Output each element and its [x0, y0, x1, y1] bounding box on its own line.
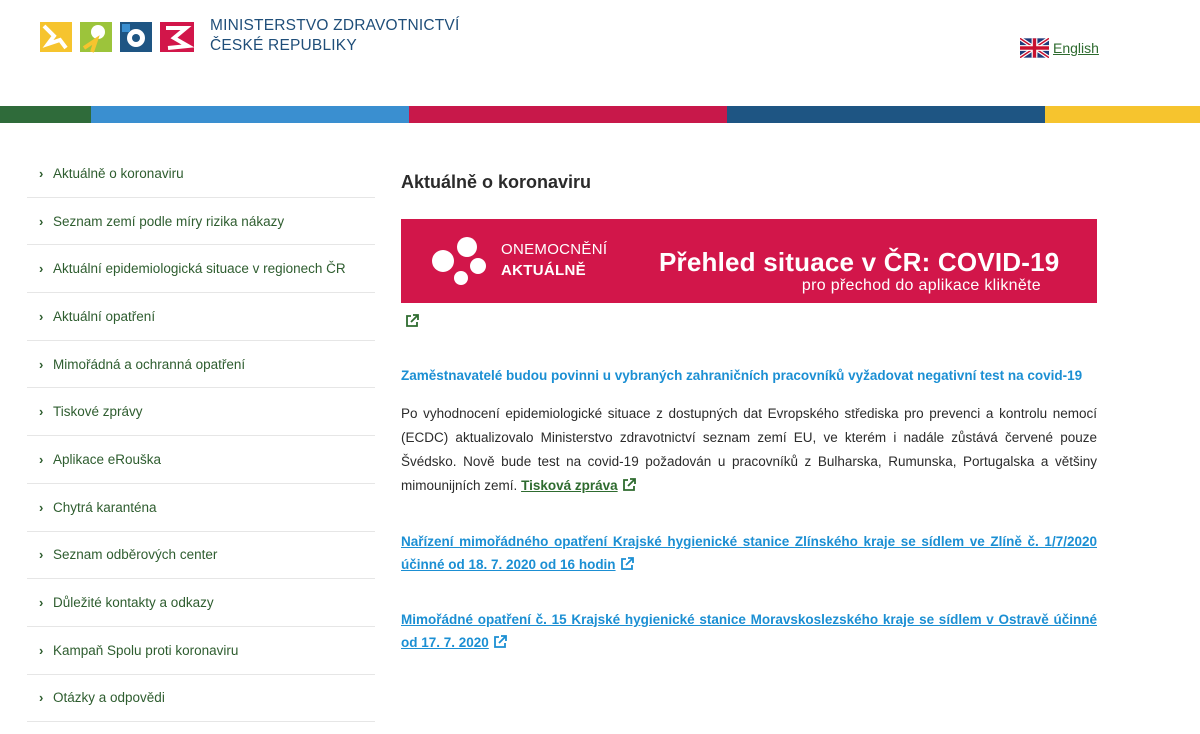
ostrava-measure-link-text: Mimořádné opatření č. 15 Krajské hygienické stanice Moravskoslezského kraje se sídlem v Ostravě účinné od 17. 7. 2020	[401, 612, 1097, 650]
sidebar-item-epidemiologicka-situace[interactable]	[27, 245, 375, 293]
sidebar-item-erouska[interactable]	[27, 436, 375, 484]
banner-label-line2: AKTUÁLNĚ	[501, 262, 586, 279]
language-switcher[interactable]	[1020, 38, 1099, 58]
external-link-icon	[620, 557, 634, 571]
sidebar-item-label: Kampaň Spolu proti koronaviru	[53, 642, 239, 658]
sidebar-item-label: Důležité kontakty a odkazy	[53, 595, 214, 611]
sidebar-nav	[27, 150, 375, 722]
chevron-right-icon: ›	[39, 690, 44, 706]
external-link-icon[interactable]	[622, 478, 636, 492]
sidebar-item-mimoradna-opatreni[interactable]	[27, 341, 375, 389]
sidebar-item-tiskove-zpravy[interactable]	[27, 388, 375, 436]
english-link[interactable]: English	[1053, 40, 1099, 56]
main-content	[401, 150, 1097, 650]
chevron-right-icon: ›	[39, 499, 44, 515]
chevron-right-icon: ›	[39, 213, 44, 229]
zlin-measure-link-text: Nařízení mimořádného opatření Krajské hygienické stanice Zlínského kraje se sídlem ve Zlíně č. 1/7/2020 účinné od 18. 7. 2020 od 16 hodin	[401, 534, 1097, 572]
chevron-right-icon: ›	[39, 451, 44, 467]
sidebar-item-label: Aktuální epidemiologická situace v regionech ČR	[53, 261, 346, 277]
banner-subline: pro přechod do aplikace klikněte	[801, 277, 1041, 294]
sidebar-item-label: Tiskové zprávy	[53, 404, 143, 420]
stripe-blue	[91, 106, 409, 123]
chevron-right-icon: ›	[39, 165, 44, 181]
zlin-measure-link[interactable]	[401, 530, 1097, 576]
sidebar-item-label: Aktuální opatření	[53, 308, 156, 324]
chevron-right-icon: ›	[39, 642, 44, 658]
sidebar-item-odberova-centra[interactable]	[27, 532, 375, 580]
stripe-green	[0, 106, 91, 123]
news-body-text: Po vyhodnocení epidemiologické situace z dostupných dat Evropského střediska pro prevenci a kontrolu nemocí (ECDC) aktualizovalo Ministerstvo zdravotnictví seznam zemí EU, ve kterém i nadále zůstává červené pouze Švédsko. Nově bude test na covid-19 požadován u pracovníků z Bulharska, Rumunska, Portugalska a většiny mimounijních zemí.	[401, 406, 1097, 493]
covid-overview-banner[interactable]	[401, 219, 1097, 303]
sidebar-item-kontakty[interactable]	[27, 579, 375, 627]
uk-flag-icon	[1020, 38, 1049, 58]
sidebar-item-label: Aktuálně o koronaviru	[53, 165, 184, 181]
sidebar-item-seznam-zemi[interactable]	[27, 198, 375, 246]
news-body	[401, 402, 1097, 498]
sidebar-item-label: Seznam zemí podle míry rizika nákazy	[53, 213, 285, 229]
stripe-red	[409, 106, 727, 123]
color-stripe	[0, 106, 1200, 123]
ostrava-measure-link[interactable]	[401, 608, 1097, 654]
banner-label-line1: ONEMOCNĚNÍ	[501, 241, 608, 258]
page-title: Aktuálně o koronaviru	[401, 172, 592, 192]
sidebar-item-aktualne[interactable]	[27, 150, 375, 198]
sidebar-item-label: Seznam odběrových center	[53, 547, 218, 563]
chevron-right-icon: ›	[39, 356, 44, 372]
sidebar-item-label: Mimořádná a ochranná opatření	[53, 356, 246, 372]
sidebar-item-otazky[interactable]	[27, 675, 375, 723]
ministry-logo[interactable]	[40, 18, 194, 56]
dots-logo-icon	[431, 235, 489, 287]
banner-headline: Přehled situace v ČR: COVID-19	[659, 247, 1060, 277]
stripe-darkblue	[727, 106, 1045, 123]
press-release-link[interactable]: Tisková zpráva	[521, 478, 618, 493]
chevron-right-icon: ›	[39, 404, 44, 420]
chevron-right-icon: ›	[39, 547, 44, 563]
external-link-icon	[493, 635, 507, 649]
site-header	[0, 0, 1200, 106]
ministry-name[interactable]	[210, 16, 459, 56]
chevron-right-icon: ›	[39, 261, 44, 277]
external-link-icon[interactable]	[405, 314, 419, 328]
sidebar-item-aktualni-opatreni[interactable]	[27, 293, 375, 341]
news-title: Zaměstnavatelé budou povinni u vybraných zahraničních pracovníků vyžadovat negativní test na covid-19	[401, 368, 1083, 383]
sidebar-item-label: Otázky a odpovědi	[53, 690, 165, 706]
ministry-name-line2: ČESKÉ REPUBLIKY	[210, 37, 357, 54]
ministry-name-line1: MINISTERSTVO ZDRAVOTNICTVÍ	[210, 17, 460, 34]
sidebar-item-label: Aplikace eRouška	[53, 451, 162, 467]
stripe-yellow	[1045, 106, 1200, 123]
sidebar-item-kampan[interactable]	[27, 627, 375, 675]
sidebar-item-chytra-karantena[interactable]	[27, 484, 375, 532]
sidebar-item-label: Chytrá karanténa	[53, 499, 157, 515]
chevron-right-icon: ›	[39, 595, 44, 611]
chevron-right-icon: ›	[39, 308, 44, 324]
